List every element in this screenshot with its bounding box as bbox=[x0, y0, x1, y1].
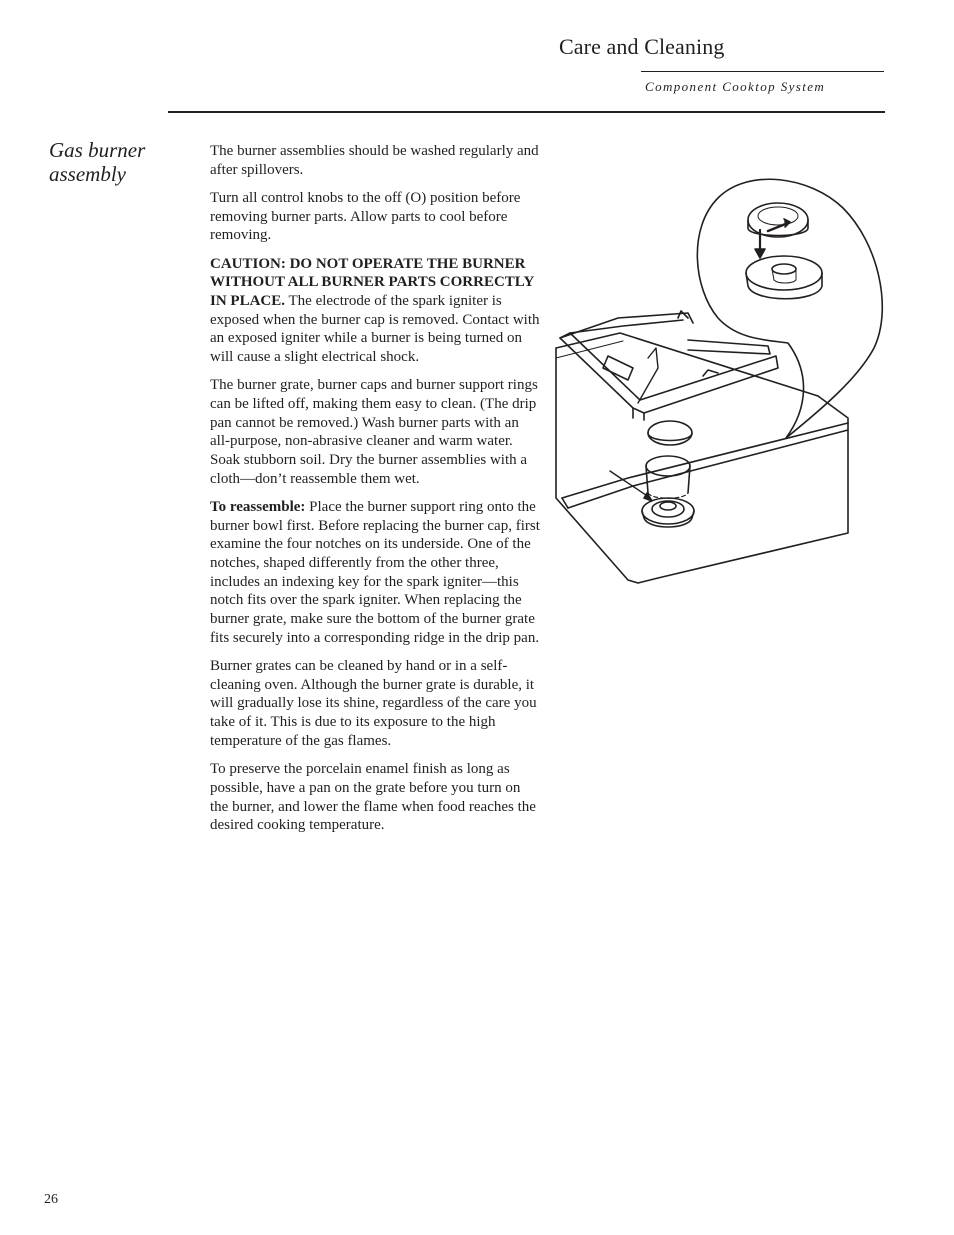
paragraph-4: The burner grate, burner caps and burner support rings can be lifted off, making them easy to clean. (The drip pan cannot be removed.) Wash burner parts with an all-purpose, non-abrasive cleaner and warm water. Soak stubborn soil. Dry the burner assemblies with a cloth—don’t reassemble them wet. bbox=[210, 377, 538, 487]
page-number: 26 bbox=[44, 1192, 58, 1207]
header-rule-short bbox=[641, 71, 884, 72]
paragraph-2: Turn all control knobs to the off (O) position before removing burner parts. Allow parts to cool before removing. bbox=[210, 189, 521, 244]
caution-label: CAUTION: DO NOT OPERATE THE BURNER WITHOUT ALL BURNER PARTS CORRECTLY IN PLACE. bbox=[210, 255, 534, 309]
paragraph-6: Burner grates can be cleaned by hand or in a self-cleaning oven. Although the burner grate is durable, it will gradually lose its shine, regardless of the care you take of it. This is due to its exposure to the high temperature of the gas flames. bbox=[210, 658, 537, 749]
drip-pan bbox=[562, 423, 848, 498]
magnified-burner-base bbox=[746, 256, 822, 290]
side-heading-line2: assembly bbox=[49, 162, 126, 186]
caution-text: The electrode of the spark igniter is exposed when the burner cap is removed. Contact with an exposed igniter while a burner is being turned on will cause a slight electrical shock. bbox=[210, 292, 540, 366]
side-heading-line1: Gas burner bbox=[49, 138, 146, 162]
header-rule-long bbox=[168, 111, 885, 113]
body-column bbox=[210, 142, 540, 844]
side-heading bbox=[49, 138, 199, 186]
support-ring bbox=[646, 456, 690, 476]
section-subtitle: Component Cooktop System bbox=[645, 79, 826, 94]
callout-bubble bbox=[697, 179, 882, 438]
paragraph-1: The burner assemblies should be washed regularly and after spillovers. bbox=[210, 143, 539, 178]
burner-cap bbox=[648, 421, 692, 445]
burner-assembly-illustration bbox=[548, 168, 888, 593]
paragraph-7: To preserve the porcelain enamel finish as long as possible, have a pan on the grate before you turn on the burner, and lower the flame when food reaches the desired cooking temperature. bbox=[210, 761, 536, 834]
paragraph-5 bbox=[210, 498, 540, 648]
section-title: Care and Cleaning bbox=[559, 34, 725, 59]
reassemble-text: Place the burner support ring onto the burner bowl first. Before replacing the burner cap, first examine the four notches on its underside. One of the notches, shaped differently from the other three, includes an indexing key for the spark igniter—this notch fits over the spark igniter. When replacing the burner grate, make sure the bottom of the burner grate fits securely into a corresponding ridge in the drip pan. bbox=[210, 498, 540, 646]
cooktop-body bbox=[556, 348, 848, 583]
magnified-burner-cap bbox=[748, 203, 808, 237]
reassemble-label: To reassemble: bbox=[210, 498, 306, 515]
paragraph-3 bbox=[210, 255, 540, 367]
